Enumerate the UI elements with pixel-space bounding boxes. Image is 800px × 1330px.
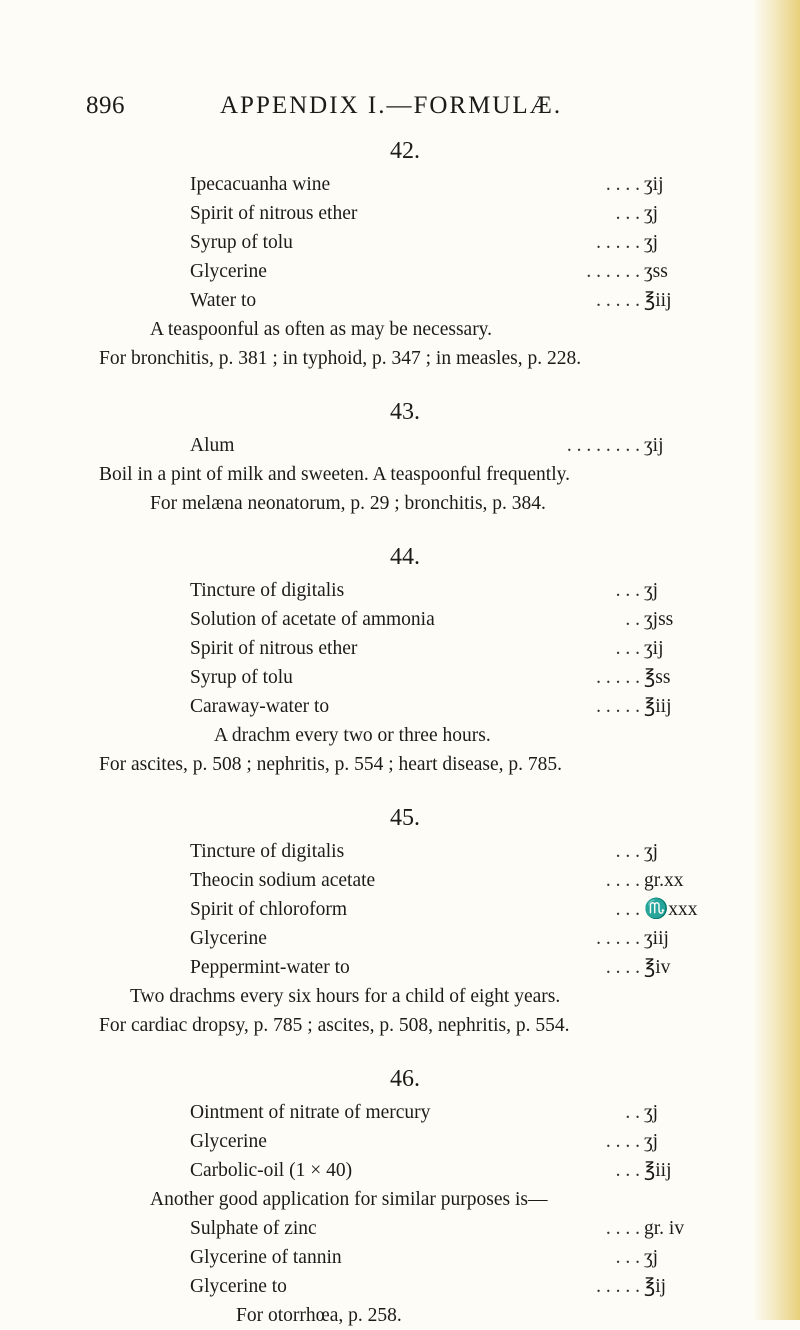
- ingredient-quantity: ʒij: [644, 174, 664, 195]
- formula-number: 44.: [390, 544, 420, 570]
- ingredient-row: [0, 1127, 800, 1156]
- ingredient-name: Spirit of nitrous ether: [190, 203, 358, 224]
- directions: A teaspoonful as often as may be necessary.: [150, 319, 493, 340]
- ingredient-quantity: ♏xxx: [644, 899, 698, 920]
- ingredient-quantity: ℥iij: [644, 290, 672, 311]
- ingredient-name: Carbolic-oil (1 × 40): [190, 1160, 353, 1181]
- ingredient-quantity: ℥iij: [644, 1160, 672, 1181]
- ingredient-name: Tincture of digitalis: [190, 580, 345, 601]
- dot-leader: . . . .: [605, 1131, 640, 1152]
- ingredient-row: [0, 866, 800, 895]
- ingredient-row: [0, 286, 800, 315]
- ingredient-row: [0, 663, 800, 692]
- dot-leader: . . . . .: [596, 667, 640, 688]
- ingredient-name: Glycerine to: [190, 1276, 287, 1297]
- ingredient-name: Syrup of tolu: [190, 667, 293, 688]
- dot-leader: . .: [625, 1102, 640, 1123]
- ingredient-row: [0, 924, 800, 953]
- formula-number: 46.: [390, 1066, 420, 1092]
- formula-42: [0, 132, 800, 373]
- indications: For bronchitis, p. 381 ; in typhoid, p. 347 ; in measles, p. 228.: [99, 348, 582, 369]
- dot-leader: . . . .: [605, 870, 640, 891]
- ingredient-name: Glycerine of tannin: [190, 1247, 342, 1268]
- dot-leader: . . .: [615, 580, 640, 601]
- ingredient-quantity: ʒj: [644, 1247, 659, 1268]
- dot-leader: . . .: [615, 899, 640, 920]
- indications: For melæna neonatorum, p. 29 ; bronchitis, p. 384.: [150, 493, 546, 514]
- ingredient-quantity: ℥iv: [644, 957, 671, 978]
- ingredient-quantity: ʒjss: [644, 609, 674, 630]
- ingredient-name: Glycerine: [190, 928, 267, 949]
- ingredient-quantity: ʒij: [644, 435, 664, 456]
- ingredient-row: [0, 199, 800, 228]
- ingredient-name: Ointment of nitrate of mercury: [190, 1102, 431, 1123]
- ingredient-quantity: ʒj: [644, 841, 659, 862]
- ingredient-row: [0, 1272, 800, 1301]
- ingredient-name: Syrup of tolu: [190, 232, 293, 253]
- dot-leader: . . .: [615, 1160, 640, 1181]
- ingredient-quantity: ℥iij: [644, 696, 672, 717]
- formula-46: [0, 1060, 800, 1330]
- ingredient-name: Caraway-water to: [190, 696, 330, 717]
- running-head: APPENDIX I.—FORMULÆ.: [220, 92, 563, 119]
- ingredient-quantity: ʒj: [644, 203, 659, 224]
- dot-leader: . . . . . . . .: [566, 435, 640, 456]
- indications: For cardiac dropsy, p. 785 ; ascites, p. 508, nephritis, p. 554.: [99, 1015, 570, 1036]
- directions: A drachm every two or three hours.: [214, 725, 491, 746]
- indications: For ascites, p. 508 ; nephritis, p. 554 ; heart disease, p. 785.: [99, 754, 563, 775]
- ingredient-name: Glycerine: [190, 1131, 267, 1152]
- indications: For otorrhœa, p. 258.: [236, 1305, 402, 1326]
- dot-leader: . . . . .: [596, 290, 640, 311]
- dot-leader: . . . . .: [596, 696, 640, 717]
- ingredient-name: Glycerine: [190, 261, 267, 282]
- ingredient-row: [0, 1156, 800, 1185]
- ingredient-row: [0, 837, 800, 866]
- dot-leader: . . .: [615, 638, 640, 659]
- dot-leader: . . . . . .: [586, 261, 640, 282]
- dot-leader: . . . . .: [596, 928, 640, 949]
- formulae-list: [0, 132, 800, 1330]
- dot-leader: . . . .: [605, 957, 640, 978]
- ingredient-row: [0, 953, 800, 982]
- ingredient-row: [0, 431, 800, 460]
- directions: Two drachms every six hours for a child of eight years.: [130, 986, 561, 1007]
- ingredient-name: Solution of acetate of ammonia: [190, 609, 435, 630]
- ingredient-name: Theocin sodium acetate: [190, 870, 376, 891]
- ingredient-name: Tincture of digitalis: [190, 841, 345, 862]
- ingredient-quantity: gr.xx: [644, 870, 684, 891]
- ingredient-row: [0, 257, 800, 286]
- ingredient-row: [0, 692, 800, 721]
- alternative-note: Another good application for similar purposes is—: [150, 1189, 548, 1210]
- ingredient-row: [0, 1214, 800, 1243]
- dot-leader: . . .: [615, 841, 640, 862]
- formula-45: [0, 799, 800, 1040]
- dot-leader: . . .: [615, 203, 640, 224]
- ingredient-quantity: gr. iv: [644, 1218, 685, 1239]
- ingredient-quantity: ʒiij: [644, 928, 669, 949]
- ingredient-row: [0, 895, 800, 924]
- dot-leader: . . . . .: [596, 1276, 640, 1297]
- dot-leader: . . . .: [605, 174, 640, 195]
- page-number: 896: [86, 92, 125, 119]
- ingredient-quantity: ʒj: [644, 580, 659, 601]
- page-header: [86, 92, 730, 126]
- ingredient-name: Sulphate of zinc: [190, 1218, 317, 1239]
- formula-number: 42.: [390, 138, 420, 164]
- ingredient-row: [0, 170, 800, 199]
- dot-leader: . . .: [615, 1247, 640, 1268]
- ingredient-quantity: ʒss: [644, 261, 668, 282]
- ingredient-row: [0, 634, 800, 663]
- ingredient-quantity: ʒij: [644, 638, 664, 659]
- directions: Boil in a pint of milk and sweeten. A teaspoonful frequently.: [99, 464, 570, 485]
- ingredient-quantity: ʒj: [644, 1131, 659, 1152]
- formula-number: 43.: [390, 399, 420, 425]
- ingredient-name: Peppermint-water to: [190, 957, 350, 978]
- ingredient-quantity: ℥ij: [644, 1276, 667, 1297]
- ingredient-row: [0, 228, 800, 257]
- ingredient-name: Spirit of chloroform: [190, 899, 348, 920]
- ingredient-name: Ipecacuanha wine: [190, 174, 331, 195]
- ingredient-name: Water to: [190, 290, 257, 311]
- formula-43: [0, 393, 800, 518]
- ingredient-row: [0, 576, 800, 605]
- ingredient-name: Spirit of nitrous ether: [190, 638, 358, 659]
- dot-leader: . .: [625, 609, 640, 630]
- dot-leader: . . . .: [605, 1218, 640, 1239]
- ingredient-row: [0, 605, 800, 634]
- ingredient-row: [0, 1098, 800, 1127]
- formula-number: 45.: [390, 805, 420, 831]
- ingredient-row: [0, 1243, 800, 1272]
- ingredient-name: Alum: [190, 435, 235, 456]
- dot-leader: . . . . .: [596, 232, 640, 253]
- ingredient-quantity: ℥ss: [644, 667, 671, 688]
- ingredient-quantity: ʒj: [644, 232, 659, 253]
- ingredient-quantity: ʒj: [644, 1102, 659, 1123]
- formula-44: [0, 538, 800, 779]
